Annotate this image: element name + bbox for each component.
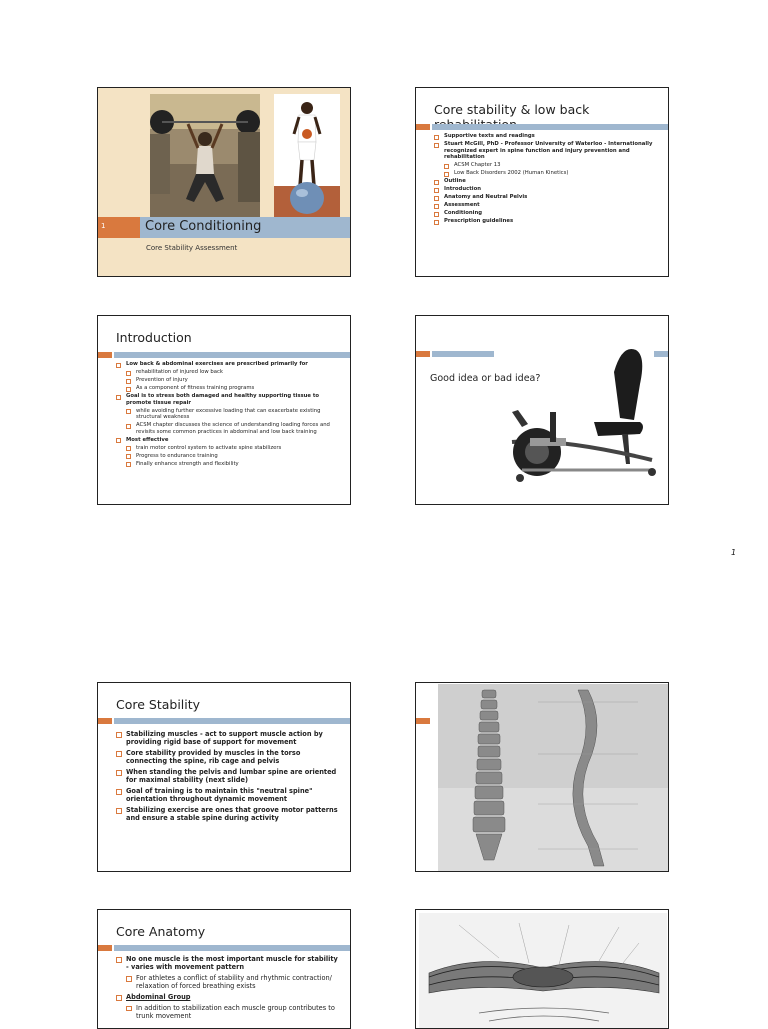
slide-title: Good idea or bad idea? [430,373,541,384]
weightlifting-photo [150,94,260,219]
list-item: Anatomy and Neutral Pelvis [434,194,660,201]
slide-title: Core Conditioning [145,219,262,234]
slide-spine-anatomy [415,682,669,872]
list-subitem: Finally enhance strength and flexibility [126,461,342,468]
bullet-list [116,361,342,469]
slide-number-box [98,217,140,238]
title-underline [114,945,351,951]
accent-bar [416,124,430,130]
list-item: Supportive texts and readings [434,133,660,140]
slide-core-anatomy [97,909,351,1029]
slide-core-stability [97,682,351,872]
slide-abdominal-anatomy [415,909,669,1029]
list-item: Abdominal Group [116,993,342,1001]
spine-diagram [438,684,669,872]
title-underline [432,351,494,357]
bullet-list [434,133,660,226]
list-subitem: rehabilitation of injured low back [126,369,342,376]
recumbent-bike-image [502,342,662,492]
title-underline [114,718,351,724]
slide-title: Core stability & low back [434,102,590,117]
accent-bar [98,352,112,358]
title-underline [432,124,669,130]
accent-bar [416,351,430,357]
slide-title: Introduction [116,330,192,345]
title-band [140,217,351,238]
slide-number: 1 [101,222,106,230]
list-item: Introduction [434,186,660,193]
accent-bar [416,718,430,724]
bullet-list [116,955,342,1023]
slide-title: Core Stability [116,697,201,712]
slide-core-stability-low-back [415,87,669,277]
accent-bar [98,718,112,724]
slide-core-conditioning [97,87,351,277]
list-subitem: Low Back Disorders 2002 (Human Kinetics) [444,170,660,177]
page-number: 1 [731,548,737,557]
list-item: Stabilizing exercise are ones that groove motor patterns and ensure a stable spine during activity [116,806,342,823]
abdominal-cross-section-diagram [419,913,667,1029]
list-subitem: Progress to endurance training [126,453,342,460]
list-item: Stabilizing muscles - act to support muscle action by providing rigid base of support for movement [116,730,342,747]
title-underline [114,352,351,358]
list-item: Outline [434,178,660,185]
slide-subtitle: Core Stability Assessment [146,244,238,252]
list-subitem: As a component of fitness training programs [126,385,342,392]
list-item: Goal of training is to maintain this "neutral spine" orientation throughout dynamic movement [116,787,342,804]
slide-introduction [97,315,351,505]
accent-bar [98,945,112,951]
stability-ball-photo [274,94,340,219]
list-item: Stuart McGill, PhD - Professor University of Waterloo - Internationally recognized expert in spine function and injury prevention and rehabilitation [434,141,660,161]
list-item: Conditioning [434,210,660,217]
slide-good-idea [415,315,669,505]
slide-title: Core Anatomy [116,924,206,939]
list-subitem: In addition to stabilization each muscle group contributes to trunk movement [126,1004,342,1021]
list-item: Core stability provided by muscles in the torso connecting the spine, rib cage and pelvis [116,749,342,766]
list-item: Prescription guidelines [434,218,660,225]
list-subitem: ACSM chapter discusses the science of understanding loading forces and revisits some common practices in abdominal and low back training [126,422,342,435]
list-subitem: train motor control system to activate spine stabilizers [126,445,342,452]
list-subitem: while avoiding further excessive loading that can exacerbate existing structural weakness [126,408,342,421]
list-item: Low back & abdominal exercises are prescribed primarily for [116,361,342,368]
list-item: Assessment [434,202,660,209]
list-subitem: Prevention of injury [126,377,342,384]
list-item: Goal is to stress both damaged and healthy supporting tissue to promote tissue repair [116,393,342,406]
bullet-list [116,730,342,825]
list-item: No one muscle is the most important muscle for stability - varies with movement pattern [116,955,342,972]
list-subitem: For athletes a conflict of stability and rhythmic contraction/ relaxation of forced breathing exists [126,974,342,991]
list-item: When standing the pelvis and lumbar spine are oriented for maximal stability (next slide) [116,768,342,785]
list-subitem: ACSM Chapter 13 [444,162,660,169]
list-item: Most effective [116,437,342,444]
